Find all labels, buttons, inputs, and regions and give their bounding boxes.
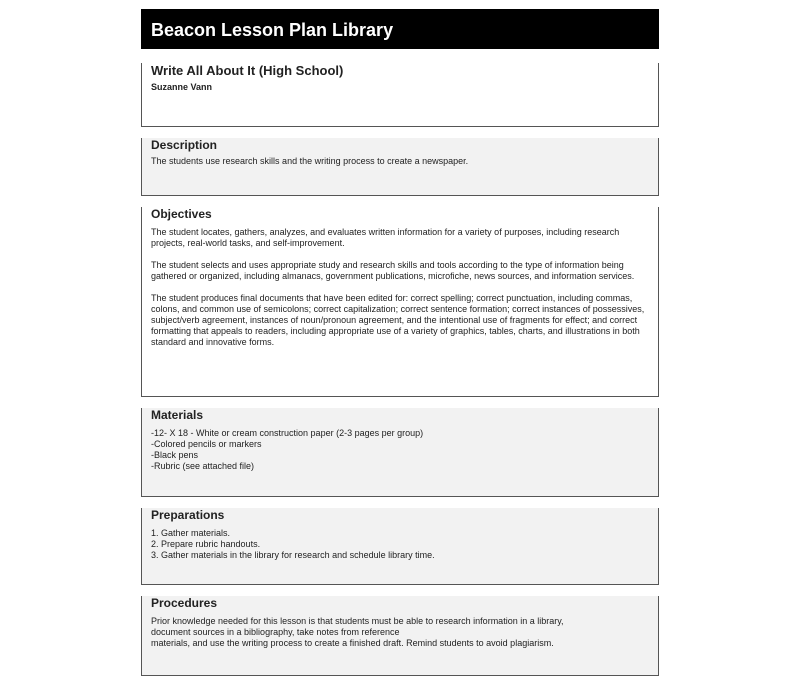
objective-paragraph: The student locates, gathers, analyzes, and evaluates written information for a variety of purposes, including research projects, real-world tasks, and self-improvement. <box>151 227 620 248</box>
preparations-heading: Preparations <box>151 508 225 522</box>
procedures-line: materials, and use the writing process to create a finished draft. Remind students to avoid plagiarism. <box>151 638 554 648</box>
list-item: 1. Gather materials. <box>151 528 231 538</box>
list-item: -12- X 18 - White or cream construction paper (2-3 pages per group) <box>151 428 424 438</box>
procedures-heading: Procedures <box>151 596 218 610</box>
list-item: -Rubric (see attached file) <box>151 461 255 471</box>
objectives-section <box>141 207 659 397</box>
list-item: 2. Prepare rubric handouts. <box>151 539 261 549</box>
lesson-author: Suzanne Vann <box>151 82 213 92</box>
objectives-heading: Objectives <box>151 207 212 221</box>
description-heading: Description <box>151 138 218 152</box>
preparations-section <box>141 508 659 585</box>
description-text: The students use research skills and the writing process to create a newspaper. <box>151 156 469 166</box>
list-item: -Colored pencils or markers <box>151 439 262 449</box>
materials-heading: Materials <box>151 408 204 422</box>
list-item: 3. Gather materials in the library for research and schedule library time. <box>151 550 435 560</box>
preparations-list <box>151 528 649 561</box>
lesson-title: Write All About It (High School) <box>151 63 344 78</box>
objective-paragraph: The student selects and uses appropriate study and research skills and tools according to the type of information being gathered or organized, including almanacs, government publications, microfiche, news sources, and information services. <box>151 260 635 281</box>
materials-section <box>141 408 659 497</box>
procedures-section <box>141 596 659 676</box>
materials-list <box>151 428 649 472</box>
site-title: Beacon Lesson Plan Library <box>141 9 659 49</box>
list-item: -Black pens <box>151 450 199 460</box>
description-section <box>141 138 659 196</box>
lesson-plan-page <box>141 9 659 648</box>
procedures-line: document sources in a bibliography, take notes from reference <box>151 627 400 637</box>
objective-paragraph: The student produces final documents that have been edited for: correct spelling; correct punctuation, including commas, colons, and common use of semicolons; correct capitalization; correct sentence formation; correct instances of possessives, subject/verb agreement, instances of noun/pronoun agreement, and the intentional use of fragments for effect; and correct formatting that appeals to readers, including appropriate use of a variety of graphics, tables, charts, and illustrations in both standard and innovative forms. <box>151 293 645 347</box>
lesson-header <box>141 63 659 127</box>
procedures-line: Prior knowledge needed for this lesson is that students must be able to research information in a library, <box>151 616 564 626</box>
